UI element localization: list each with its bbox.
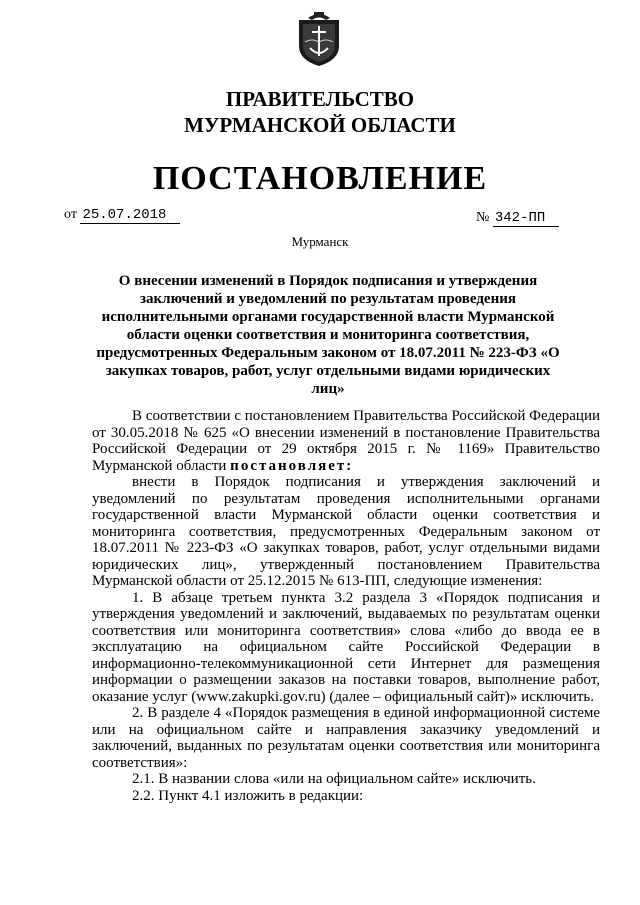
preamble-text: В соответствии с постановлением Правительства Российской Федерации от 30.05.2018 № 625 «О внесении изменений в постановление Правительства Российской Федерации от 29 октября 2015 г. № 1169» Правительство Мурманской области — [92, 408, 600, 474]
document-body — [92, 408, 600, 804]
city: Мурманск — [291, 234, 349, 249]
paragraph-main-decision: внести в Порядок подписания и утверждения заключений и уведомлений по результатам проведения исполнительными органами государственной власти Мурманской области оценки соответствия и мониторинга соответствия, предусмотренных Федеральным законом от 18.07.2011 № 223-ФЗ «О закупках товаров, работ, услуг отдельными видами юридических лиц», утвержденный постановлением Правительства Мурманской области от 25.12.2015 № 613-ПП, следующие изменения: — [92, 474, 600, 589]
org-line-1: ПРАВИТЕЛЬСТВО — [225, 87, 415, 111]
document-number — [476, 210, 559, 227]
number-value: 342-ПП — [493, 210, 559, 227]
date-value: 25.07.2018 — [80, 207, 180, 224]
date-prefix: от — [64, 207, 77, 222]
paragraph-item-1: 1. В абзаце третьем пункта 3.2 раздела 3 «Порядок подписания и утверждения уведомлений и заключений, выдаваемых по результатам оценки соответствия или мониторинга соответствия» слова «либо до ввода ее в эксплуатацию на официальном сайте Российской Федерации в информационно-телекоммуникационной сети Интернет для размещения информации о размещении заказов на поставки товаров, выполнение работ, оказание услуг (www.zakupki.gov.ru) (далее – официальный сайт)» исключить. — [92, 589, 600, 705]
murmansk-coat-of-arms-emblem — [296, 8, 342, 68]
resolves-word: постановляет: — [230, 457, 354, 474]
document-type-heading: ПОСТАНОВЛЕНИЕ — [152, 160, 488, 197]
paragraph-preamble — [92, 408, 600, 474]
paragraph-item-2-1: 2.1. В названии слова «или на официальном сайте» исключить. — [132, 771, 536, 787]
paragraph-item-2: 2. В разделе 4 «Порядок размещения в единой информационной системе или на официальном сайте и направления заказчику уведомлений и заключений, выданных по результатам оценки соответствия или мониторинга соответствия»: — [92, 705, 600, 771]
paragraph-item-2-2: 2.2. Пункт 4.1 изложить в редакции: — [132, 787, 364, 804]
org-line-2: МУРМАНСКОЙ ОБЛАСТИ — [184, 113, 456, 137]
number-prefix: № — [476, 210, 490, 225]
document-date — [64, 207, 180, 224]
government-name — [0, 86, 640, 138]
document-title: О внесении изменений в Порядок подписания и утверждения заключений и уведомлений по результатам проведения исполнительными органами государственной власти Мурманской области оценки соответствия и мониторинга соответствия, предусмотренных Федеральным законом от 18.07.2011 № 223-ФЗ «О закупках товаров, работ, услуг отдельными видами юридических лиц» — [96, 273, 560, 397]
